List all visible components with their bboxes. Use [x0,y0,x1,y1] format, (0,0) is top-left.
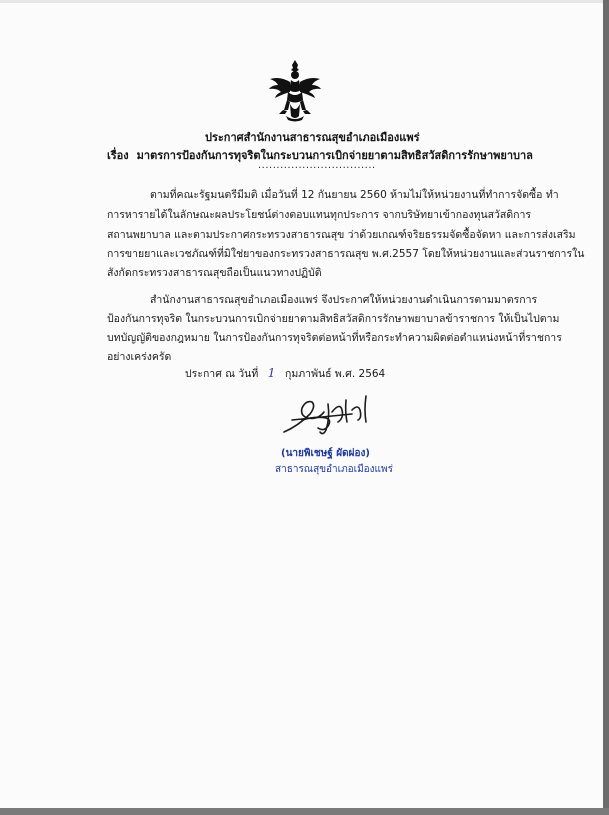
garuda-emblem-icon [268,58,322,122]
signer-name: (นายพิเชษฐ์ ผัดผ่อง) [281,448,370,459]
signer-title: สาธารณสุขอำเภอเมืองแพร่ [275,464,393,475]
paragraph2-line: สำนักงานสาธารณสุขอำเภอเมืองแพร่ จึงประกาศให้หน่วยงานดำเนินการตามมาตรการ [150,294,538,306]
paragraph2-line: ป้องกันการทุจริต ในกระบวนการเบิกจ่ายยาตามสิทธิสวัสดิการรักษาพยาบาลข้าราชการ ให้เป็นไปตาม [107,313,560,325]
subject-label: เรื่อง [107,149,129,162]
page-top-shadow [0,0,609,3]
paragraph2-line: บทบัญญัติของกฎหมาย ในการป้องกันการทุจริตต่อหน้าที่หรือกระทำความผิดต่อตำแหน่งหน้าที่ราชการ [107,332,562,344]
heading-separator: ................................ [258,160,376,171]
paragraph1-line: การหารายได้ในลักษณะผลประโยชน์ต่างตอบแทนทุกประการ จากบริษัทยาเข้ากองทุนสวัสดิการ [107,209,532,221]
scan-edge-right [603,0,609,815]
paragraph1-line: สถานพยาบาล และตามประกาศกระทรวงสาธารณสุข ว่าด้วยเกณฑ์จริยธรรมจัดซื้อจัดหา และการส่งเสริม [107,229,576,241]
paragraph1-line: สังกัดกระทรวงสาธารณสุขถือเป็นแนวทางปฏิบัติ [107,267,322,279]
announcement-heading: ประกาศสำนักงานสาธารณสุขอำเภอเมืองแพร่ [205,131,420,144]
date-day-handwritten: 1 [267,366,276,380]
paragraph1-line: ตามที่คณะรัฐมนตรีมีมติ เมื่อวันที่ 12 กันยายน 2560 ห้ามไม่ให้หน่วยงานที่ทำการจัดซื้อ ทำ [150,189,559,201]
date-prefix: ประกาศ ณ วันที่ [185,368,259,380]
paragraph2-line: อย่างเคร่งครัด [107,351,172,363]
scan-edge-bottom [0,808,609,815]
subject-text: มาตรการป้องกันการทุจริตในกระบวนการเบิกจ่ายยาตามสิทธิสวัสดิการรักษาพยาบาล [136,149,533,162]
handwritten-signature [272,386,382,438]
announcement-date [185,365,385,382]
paragraph1-line: การขายยาและเวชภัณฑ์ที่มิใช่ยาของกระทรวงสาธารณสุข พ.ศ.2557 โดยให้หน่วยงานและส่วนราชการใน [107,248,585,260]
date-month-year: กุมภาพันธ์ พ.ศ. 2564 [284,368,386,380]
